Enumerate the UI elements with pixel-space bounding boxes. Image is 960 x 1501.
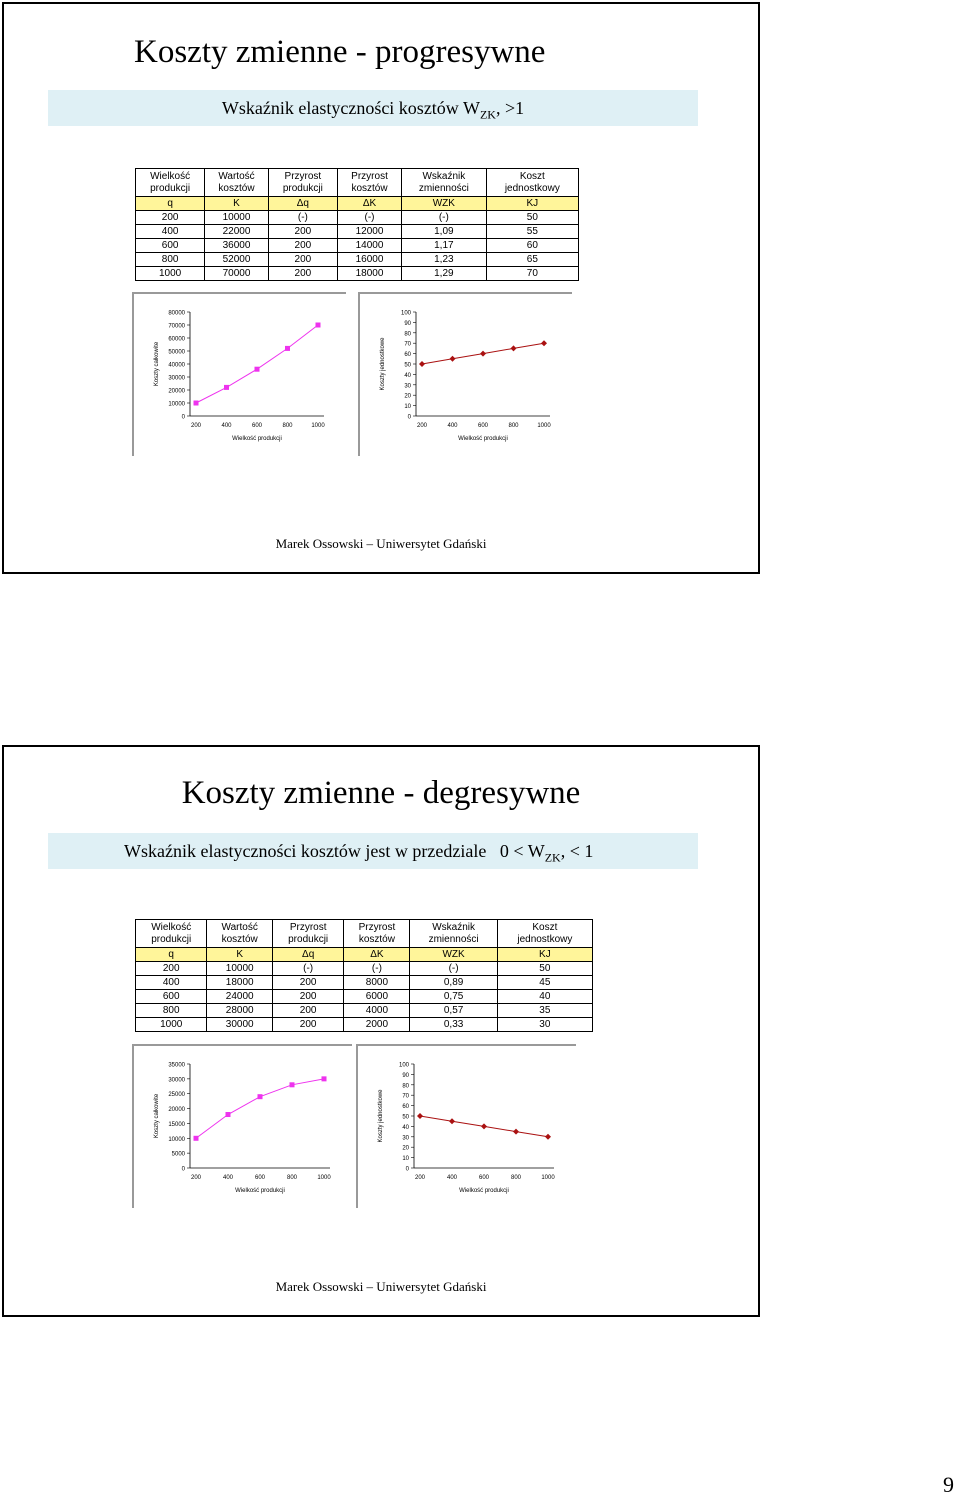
- chart-total-costs: [134, 294, 346, 456]
- series-line: [196, 1079, 324, 1138]
- table-header-cell: [136, 920, 207, 948]
- y-tick-label: 80: [402, 1083, 409, 1090]
- header-line: Przyrost: [358, 921, 396, 933]
- table-cell: 18000: [207, 976, 273, 990]
- table-header-cell: [410, 920, 497, 948]
- table-header-cell: [136, 169, 205, 197]
- table-header-cell: [337, 169, 401, 197]
- table-row: [136, 990, 593, 1004]
- y-tick-label: 80: [404, 331, 411, 338]
- data-point: [194, 401, 199, 406]
- header-line: produkcji: [150, 182, 191, 194]
- footer-author: Marek Ossowski – Uniwersytet Gdański: [275, 536, 487, 551]
- table-cell: 1,17: [402, 239, 487, 253]
- y-tick-label: 100: [400, 310, 411, 317]
- y-tick-label: 30: [404, 383, 411, 390]
- table-symbol-cell: KJ: [497, 948, 592, 962]
- table-symbol-cell: ΔK: [344, 948, 410, 962]
- subtitle-text: Wskaźnik elastyczności kosztów jest w przedziale 0 < W: [124, 841, 545, 861]
- data-point: [541, 340, 547, 346]
- header-line: Wartość: [218, 170, 255, 182]
- data-point: [322, 1076, 327, 1081]
- chart-frame-unit: [358, 292, 572, 456]
- table-cell: 6000: [344, 990, 410, 1004]
- header-line: kosztów: [351, 182, 388, 194]
- header-line: Przyrost: [289, 921, 327, 933]
- y-tick-label: 80000: [168, 310, 185, 317]
- table-cell: 30000: [207, 1018, 273, 1032]
- table-cell: 200: [268, 253, 337, 267]
- table-cell: 8000: [344, 976, 410, 990]
- table-header-cell: [497, 920, 592, 948]
- chart-unit-costs: [358, 1046, 576, 1208]
- table-cell: 10000: [207, 962, 273, 976]
- table-cell: 200: [136, 962, 207, 976]
- table-cell: 200: [272, 976, 343, 990]
- y-tick-label: 0: [181, 414, 185, 421]
- header-line: Przyrost: [284, 170, 322, 182]
- series-line: [196, 325, 318, 403]
- table-cell: 200: [268, 225, 337, 239]
- data-point: [194, 1136, 199, 1141]
- y-tick-label: 60000: [168, 336, 185, 343]
- table-cell: 70000: [205, 267, 269, 281]
- table-cell: 800: [136, 1004, 207, 1018]
- header-line: zmienności: [428, 933, 479, 945]
- y-tick-label: 0: [405, 1166, 409, 1173]
- header-line: zmienności: [418, 182, 469, 194]
- table-cell: 16000: [337, 253, 401, 267]
- header-line: jednostkowy: [504, 182, 560, 194]
- x-tick-label: 200: [416, 423, 428, 429]
- y-tick-label: 15000: [168, 1121, 185, 1128]
- table-cell: 52000: [205, 253, 269, 267]
- header-line: Koszt: [519, 170, 545, 182]
- y-tick-label: 100: [398, 1062, 409, 1069]
- table-cell: 200: [272, 1018, 343, 1032]
- table-cell: 200: [268, 239, 337, 253]
- chart-frame-total: [132, 1044, 352, 1208]
- data-point: [290, 1082, 295, 1087]
- x-axis-label: Wielkość produkcji: [459, 1188, 509, 1194]
- table-cell: 14000: [337, 239, 401, 253]
- y-tick-label: 60: [404, 352, 411, 359]
- header-line: Wielkość: [151, 921, 192, 933]
- table-cell: 200: [272, 990, 343, 1004]
- table-cell: 0,75: [410, 990, 497, 1004]
- table-cell: 600: [136, 990, 207, 1004]
- x-tick-label: 1000: [317, 1175, 331, 1181]
- page-number: 9: [943, 1472, 954, 1497]
- y-tick-label: 30: [402, 1135, 409, 1142]
- subtitle-suffix: , < 1: [560, 841, 594, 861]
- header-line: jednostkowy: [517, 933, 573, 945]
- table-cell: (-): [344, 962, 410, 976]
- table-cell: 50: [497, 962, 592, 976]
- table-header-cell: [486, 169, 578, 197]
- y-tick-label: 0: [181, 1166, 185, 1173]
- table-header-cell: [402, 169, 487, 197]
- y-tick-label: 10000: [168, 401, 185, 408]
- table-header-row: [136, 920, 593, 948]
- table-row: [136, 225, 579, 239]
- table-cell: 1000: [136, 1018, 207, 1032]
- table-row: [136, 253, 579, 267]
- slide-degresywne: [2, 745, 760, 1317]
- table-cell: 55: [486, 225, 578, 239]
- table-symbol-cell: Δq: [268, 197, 337, 211]
- table-row: [136, 239, 579, 253]
- table-symbol-cell: K: [207, 948, 273, 962]
- table-cell: 40: [497, 990, 592, 1004]
- chart-frame-total: [132, 292, 346, 456]
- data-point: [481, 1123, 487, 1129]
- x-tick-label: 1000: [311, 423, 325, 429]
- y-tick-label: 30000: [168, 1077, 185, 1084]
- table-symbol-cell: Δq: [272, 948, 343, 962]
- x-tick-label: 400: [447, 423, 458, 429]
- x-tick-label: 200: [414, 1175, 426, 1181]
- x-tick-label: 400: [222, 1175, 234, 1181]
- table-cell: 0,89: [410, 976, 497, 990]
- x-tick-label: 800: [286, 1175, 298, 1181]
- table-cell: (-): [272, 962, 343, 976]
- data-point: [419, 361, 425, 367]
- y-tick-label: 90: [404, 320, 411, 327]
- table-cell: 45: [497, 976, 592, 990]
- subtitle-text: Wskaźnik elastyczności kosztów W: [221, 98, 480, 118]
- table-cell: 200: [272, 1004, 343, 1018]
- table-row: [136, 267, 579, 281]
- x-axis-label: Wielkość produkcji: [232, 436, 282, 442]
- table-cell: 1,29: [402, 267, 487, 281]
- table-cell: (-): [337, 211, 401, 225]
- slide-title: Koszty zmienne - degresywne: [181, 775, 581, 811]
- table-cell: 18000: [337, 267, 401, 281]
- table-cell: 30: [497, 1018, 592, 1032]
- y-tick-label: 60: [402, 1104, 409, 1111]
- x-tick-label: 400: [221, 423, 232, 429]
- cost-table: [135, 919, 593, 1032]
- data-point: [226, 1112, 231, 1117]
- table-cell: 50: [486, 211, 578, 225]
- table-header-cell: [344, 920, 410, 948]
- y-axis-label: Koszty całkowite: [154, 341, 160, 387]
- header-line: kosztów: [218, 182, 255, 194]
- table-row: [136, 962, 593, 976]
- table-cell: 1,23: [402, 253, 487, 267]
- x-axis-label: Wielkość produkcji: [235, 1188, 285, 1194]
- x-tick-label: 1000: [541, 1175, 555, 1181]
- data-point: [258, 1094, 263, 1099]
- y-tick-label: 20: [402, 1145, 409, 1152]
- y-axis-label: Koszty jednostkowe: [380, 337, 386, 391]
- table-cell: 10000: [205, 211, 269, 225]
- y-tick-label: 0: [407, 414, 411, 421]
- y-tick-label: 10000: [168, 1136, 185, 1143]
- table-symbol-cell: K: [205, 197, 269, 211]
- subtitle-box: [48, 833, 698, 869]
- header-line: kosztów: [358, 933, 395, 945]
- y-tick-label: 50: [402, 1114, 409, 1121]
- table-symbol-cell: q: [136, 197, 205, 211]
- data-point: [480, 351, 486, 357]
- table-cell: 12000: [337, 225, 401, 239]
- x-tick-label: 600: [477, 423, 489, 429]
- table-header-cell: [205, 169, 269, 197]
- data-point: [255, 367, 260, 372]
- y-tick-label: 5000: [171, 1151, 185, 1158]
- table-cell: 60: [486, 239, 578, 253]
- table-cell: 800: [136, 253, 205, 267]
- table-cell: 200: [268, 267, 337, 281]
- table-cell: (-): [410, 962, 497, 976]
- header-line: Wielkość: [150, 170, 191, 182]
- y-tick-label: 40: [402, 1124, 409, 1131]
- x-tick-label: 800: [508, 423, 519, 429]
- y-tick-label: 10: [402, 1156, 409, 1163]
- table-header-cell: [207, 920, 273, 948]
- data-point: [449, 1118, 455, 1124]
- y-tick-label: 90: [402, 1072, 409, 1079]
- table-cell: (-): [268, 211, 337, 225]
- data-point: [224, 385, 229, 390]
- table-header-cell: [272, 920, 343, 948]
- y-tick-label: 20: [404, 393, 411, 400]
- cost-table: [135, 168, 579, 281]
- header-line: produkcji: [151, 933, 192, 945]
- y-tick-label: 20000: [168, 388, 185, 395]
- subtitle-subscript: ZK: [544, 850, 561, 865]
- subtitle-suffix: , >1: [495, 98, 525, 118]
- table-cell: 600: [136, 239, 205, 253]
- table-cell: 36000: [205, 239, 269, 253]
- table-cell: 400: [136, 225, 205, 239]
- table-cell: 1,09: [402, 225, 487, 239]
- table-cell: 400: [136, 976, 207, 990]
- subtitle-box: [48, 90, 698, 126]
- chart-total-costs: [134, 1046, 352, 1208]
- data-point: [513, 1129, 519, 1135]
- y-tick-label: 35000: [168, 1062, 185, 1069]
- table-cell: 1000: [136, 267, 205, 281]
- table-cell: 0,57: [410, 1004, 497, 1018]
- chart-unit-costs: [360, 294, 572, 456]
- data-point: [450, 356, 456, 362]
- y-tick-label: 10: [404, 404, 411, 411]
- table-cell: 65: [486, 253, 578, 267]
- x-tick-label: 600: [254, 1175, 266, 1181]
- table-cell: 35: [497, 1004, 592, 1018]
- y-tick-label: 25000: [168, 1092, 185, 1099]
- table-cell: 70: [486, 267, 578, 281]
- table-symbol-cell: WZK: [402, 197, 487, 211]
- table-symbol-cell: q: [136, 948, 207, 962]
- table-cell: 2000: [344, 1018, 410, 1032]
- table-symbol-row: [136, 197, 579, 211]
- data-point: [316, 323, 321, 328]
- footer-author: Marek Ossowski – Uniwersytet Gdański: [275, 1279, 487, 1294]
- header-line: Przyrost: [351, 170, 388, 182]
- chart-frame-unit: [356, 1044, 576, 1208]
- table-cell: (-): [402, 211, 487, 225]
- table-header-cell: [268, 169, 337, 197]
- table-row: [136, 1004, 593, 1018]
- table-row: [136, 976, 593, 990]
- header-line: produkcji: [282, 182, 323, 194]
- header-line: Wskaźnik: [422, 170, 466, 182]
- y-tick-label: 40: [404, 372, 411, 379]
- table-cell: 200: [136, 211, 205, 225]
- table-cell: 0,33: [410, 1018, 497, 1032]
- y-tick-label: 50000: [168, 349, 185, 356]
- table-cell: 24000: [207, 990, 273, 1004]
- slide-progresywne: [2, 2, 760, 574]
- y-tick-label: 70: [402, 1093, 409, 1100]
- y-axis-label: Koszty jednostkowe: [378, 1089, 384, 1143]
- table-row: [136, 211, 579, 225]
- y-tick-label: 50: [404, 362, 411, 369]
- x-axis-label: Wielkość produkcji: [458, 436, 508, 442]
- y-axis-label: Koszty całkowite: [154, 1093, 160, 1139]
- data-point: [285, 346, 290, 351]
- y-tick-label: 70000: [168, 323, 185, 330]
- table-symbol-cell: WZK: [410, 948, 497, 962]
- table-cell: 4000: [344, 1004, 410, 1018]
- slide-title: Koszty zmienne - progresywne: [134, 34, 546, 70]
- table-cell: 22000: [205, 225, 269, 239]
- x-tick-label: 1000: [537, 423, 551, 429]
- data-point: [545, 1134, 551, 1140]
- x-tick-label: 200: [190, 423, 202, 429]
- y-tick-label: 20000: [168, 1107, 185, 1114]
- table-header-row: [136, 169, 579, 197]
- header-line: kosztów: [221, 933, 258, 945]
- table-cell: 28000: [207, 1004, 273, 1018]
- header-line: Koszt: [532, 921, 558, 933]
- subtitle-subscript: ZK: [479, 107, 496, 122]
- header-line: Wartość: [221, 921, 258, 933]
- x-tick-label: 600: [251, 423, 263, 429]
- table-symbol-cell: ΔK: [337, 197, 401, 211]
- y-tick-label: 40000: [168, 362, 185, 369]
- header-line: produkcji: [288, 933, 329, 945]
- table-symbol-row: [136, 948, 593, 962]
- x-tick-label: 800: [510, 1175, 522, 1181]
- y-tick-label: 30000: [168, 375, 185, 382]
- data-point: [511, 345, 517, 351]
- x-tick-label: 600: [478, 1175, 490, 1181]
- data-point: [417, 1113, 423, 1119]
- header-line: Wskaźnik: [432, 921, 475, 933]
- x-tick-label: 200: [190, 1175, 202, 1181]
- y-tick-label: 70: [404, 341, 411, 348]
- x-tick-label: 800: [282, 423, 293, 429]
- table-symbol-cell: KJ: [486, 197, 578, 211]
- x-tick-label: 400: [446, 1175, 458, 1181]
- table-row: [136, 1018, 593, 1032]
